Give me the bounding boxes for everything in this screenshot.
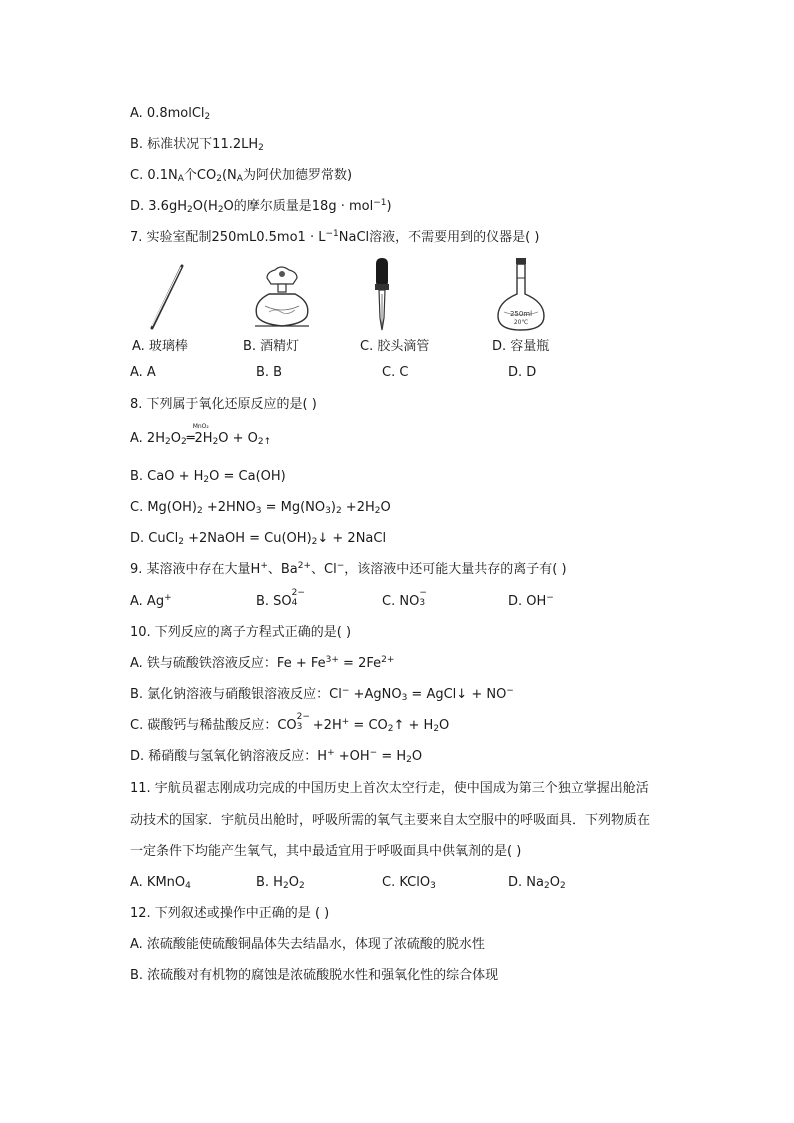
q11-option-b: B. $H_2O_2$ — [256, 875, 305, 891]
q7-figure-d: 250ml 20℃ D. 容量瓶 — [492, 258, 592, 354]
glass-rod-icon — [130, 258, 230, 338]
q10-option-c: C. 碳酸钙与稀盐酸反应：CO 2− 3 $+2H^+ = CO_2↑ + H_2O$ — [130, 712, 450, 734]
q7-figure-c: C. 胶头滴管 — [360, 258, 460, 354]
q8-stem: 8. 下列属于氧化还原反应的是( ) — [130, 397, 317, 412]
q11-options — [130, 874, 650, 892]
catalyst-label: MnO₂ — [192, 423, 209, 430]
q8-option-b: B. CaO + $H_2O = Ca(OH)$ — [130, 469, 286, 485]
q6-option-d: D. $3.6gH_2O(H_2O$的摩尔质量是18g · mol$^{-1}$) — [130, 198, 392, 215]
flask-capacity-label: 250ml — [509, 310, 533, 318]
q8-option-a: A. $2H_2O_2$ MnO₂ $═2H_2O + O_{2↑}$ — [130, 430, 271, 448]
q12-option-a: A. 浓硫酸能使硫酸铜晶体失去结晶水，体现了浓硫酸的脱水性 — [130, 937, 485, 952]
q7-figure-row — [130, 258, 570, 354]
q7-figure-a: A. 玻璃棒 — [130, 258, 230, 354]
q7-figure-b: B. 酒精灯 — [245, 258, 345, 354]
alcohol-lamp-icon — [245, 258, 345, 338]
volumetric-flask-icon — [492, 258, 592, 338]
q12-stem: 12. 下列叙述或操作中正确的是 ( ) — [130, 906, 330, 921]
q7-option-b: B. B — [256, 365, 283, 380]
q9-option-b: B. SO 2− 4 — [256, 588, 305, 609]
q9-options — [130, 588, 650, 611]
q11-stem-line-3: 一定条件下均能产生氧气，其中最适宜用于呼吸面具中供氧剂的是( ) — [130, 844, 522, 859]
q9-stem: 9. 某溶液中存在大量H+、$Ba^{2+}$、Cl−，该溶液中还可能大量共存的离子有( ) — [130, 561, 567, 577]
q7-options — [130, 364, 650, 382]
q8-option-c: C. $Mg(OH)_2 +2HNO_3 = Mg(NO_3)_2 +2H_2O$ — [130, 500, 391, 516]
q6-option-c: C. $0.1N_A$个$CO_2(N_A$为阿伏加德罗常数) — [130, 168, 353, 184]
q7-option-a: A. A — [130, 365, 156, 380]
q10-option-d: D. 稀硝酸与氢氧化钠溶液反应：$H^+ +OH^- = H_2O$ — [130, 748, 423, 765]
q9-option-a: A. Ag+ — [130, 593, 172, 609]
q6-option-b: B. 标准状况下$11.2LH_2$ — [130, 137, 264, 153]
q7-option-c: C. C — [382, 365, 409, 380]
q7-option-d: D. D — [508, 365, 537, 380]
flask-temperature-label: 20℃ — [513, 319, 529, 326]
q9-option-d: D. OH− — [508, 593, 554, 609]
q7-stem: 7. 实验室配制$250mL0.5mo1 \cdot L^{-1}NaCl$溶液，不需要用到的仪器是( ) — [130, 229, 540, 245]
q10-stem: 10. 下列反应的离子方程式正确的是( ) — [130, 625, 352, 640]
dropper-icon — [360, 258, 460, 338]
q10-option-b: B. 氯化钠溶液与硝酸银溶液反应：Cl− +AgNO$_3$ = AgCl↓ + NO− — [130, 686, 514, 703]
q10-option-a: A. 铁与硫酸铁溶液反应：$Fe + Fe^{3+} = 2Fe^{2+}$ — [130, 655, 395, 671]
q11-option-c: C. KClO$_3$ — [382, 875, 436, 891]
q9-option-c: C. NO − 3 — [382, 588, 427, 609]
q12-option-b: B. 浓硫酸对有机物的腐蚀是浓硫酸脱水性和强氧化性的综合体现 — [130, 968, 499, 983]
q11-stem-line-1: 11. 宇航员翟志刚成功完成的中国历史上首次太空行走，使中国成为第三个独立掌握出舱活 — [130, 781, 649, 796]
q11-option-d: D. $Na_2O_2$ — [508, 875, 566, 891]
q6-option-a: A. 0.8molCl$_2$ — [130, 106, 211, 122]
q11-stem-line-2: 动技术的国家．宇航员出舱时，呼吸所需的氧气主要来自太空服中的呼吸面具．下列物质在 — [130, 813, 651, 828]
q11-option-a: A. KMnO$_4$ — [130, 875, 191, 891]
q8-option-d: D. CuCl$_2$ +2NaOH = $Cu(OH)_2↓$ + 2NaCl — [130, 531, 387, 547]
